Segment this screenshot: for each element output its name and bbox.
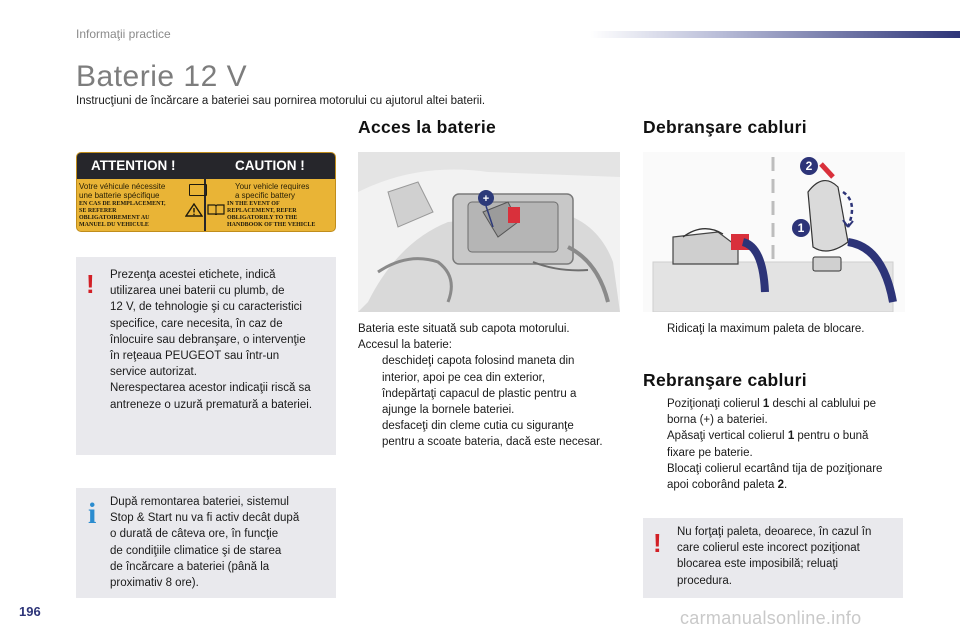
label-caution: CAUTION !	[235, 158, 305, 173]
acces-heading: Acces la baterie	[358, 117, 497, 137]
rebransare-bullet-3: Blocaţi colierul ecartând tija de poziţionare apoi coborând paleta 2.	[667, 462, 883, 492]
watermark: carmanualsonline.info	[680, 608, 862, 628]
header-gradient-bar	[590, 31, 960, 38]
rebransare-heading: Rebranşare cabluri	[643, 370, 807, 390]
acces-bullet-2: îndepărtaţi capacul de plastic pentru a ajunge la bornele bateriei.	[382, 387, 577, 417]
rebransare-text	[643, 396, 933, 493]
acces-bullet-3: desfaceţi din cleme cutia cu siguranţe pentru a scoate bateria, dacă este necesar.	[382, 420, 603, 449]
label-attention: ATTENTION !	[91, 158, 176, 173]
rebransare-bullet-2: Apăsaţi vertical colierul 1 pentru o bună fixare pe baterie.	[667, 430, 869, 459]
info-note-text: După remontarea bateriei, sistemul Stop & Start nu va fi activ decât după o durată de câteva ore, în funcţie de condiţiile climatice şi de starea de încărcare a bateriei (până la proximativ 8 ore).	[110, 496, 300, 590]
warning-exclamation-icon: !	[653, 528, 662, 558]
warning-note-clamp	[643, 518, 903, 598]
label-en-text: Your vehicle requires a specific battery	[235, 182, 310, 200]
clamp-diagram	[643, 152, 905, 312]
label-header	[77, 153, 335, 179]
engine-bay-photo	[358, 152, 620, 312]
page-title: Baterie 12 V	[76, 60, 248, 93]
warning-note-battery	[76, 257, 336, 455]
battery-icon	[189, 184, 207, 196]
manual-book-icon	[207, 203, 225, 215]
warning-exclamation-icon: !	[86, 269, 95, 299]
section-header: Informaţii practice	[76, 27, 171, 41]
label-fr-text: Votre véhicule nécessite une batterie spécifique	[79, 182, 166, 200]
rebransare-bullet-1: Poziţionaţi colierul 1 deschi al cablului pe borna (+) a bateriei.	[667, 398, 877, 427]
debransare-text	[643, 321, 933, 337]
acces-text: Bateria este situată sub capota motorului. Accesul la baterie: deschideţi capota folosind maneta din interior, apoi pe cea din exterior, îndepărtaţi capacul de plastic pentru a ajunge la bornele bateriei. desfaceţi din cleme cutia cu siguranţe pentru a scoate bateria, dacă este necesar.	[358, 321, 628, 451]
warning-triangle-icon	[185, 203, 203, 217]
page-number: 196	[19, 604, 41, 619]
label-en-caps: IN THE EVENT OF REPLACEMENT, REFER OBLIGATORILY TO THE HANDBOOK OF THE VEHICLE	[227, 201, 316, 228]
callout-1: 1	[797, 221, 805, 235]
engine-bay-illustration	[358, 152, 620, 312]
svg-text:+: +	[482, 193, 490, 205]
page-subtitle: Instrucţiuni de încărcare a bateriei sau pornirea motorului cu ajutorul altei baterii.	[76, 95, 486, 107]
battery-warning-label	[76, 152, 336, 232]
debransare-bullet: Ridicaţi la maximum paleta de blocare.	[667, 323, 865, 335]
info-icon: i	[88, 497, 97, 530]
warning-note-text: Prezenţa acestei etichete, indică utilizarea unei baterii cu plumb, de 12 V, de tehnologie şi cu caracteristici specifice, care necesita, în caz de înlocuire sau debranşare, o intervenţie în reţeaua PEUGEOT sau într-un service autorizat. Nerespectarea acestor indicaţii riscă sa antreneze o uzură prematură a bateriei.	[110, 269, 313, 411]
label-fr-caps: EN CAS DE REMPLACEMENT, SE REFERER OBLIGATOIREMENT AU MANUEL DU VEHICULE	[79, 201, 166, 228]
info-note-stop-start	[76, 488, 336, 598]
cable-clamp-illustration	[643, 152, 905, 312]
debransare-heading: Debranşare cabluri	[643, 117, 807, 137]
warning-note-clamp-text: Nu forţaţi paleta, deoarece, în cazul în care colierul este incorect poziţionat blocarea este imposibilă; reluaţi procedura.	[677, 526, 872, 587]
callout-2: 2	[805, 159, 813, 173]
acces-bullet-1: deschideţi capota folosind maneta din interior, apoi pe cea din exterior,	[382, 355, 575, 384]
